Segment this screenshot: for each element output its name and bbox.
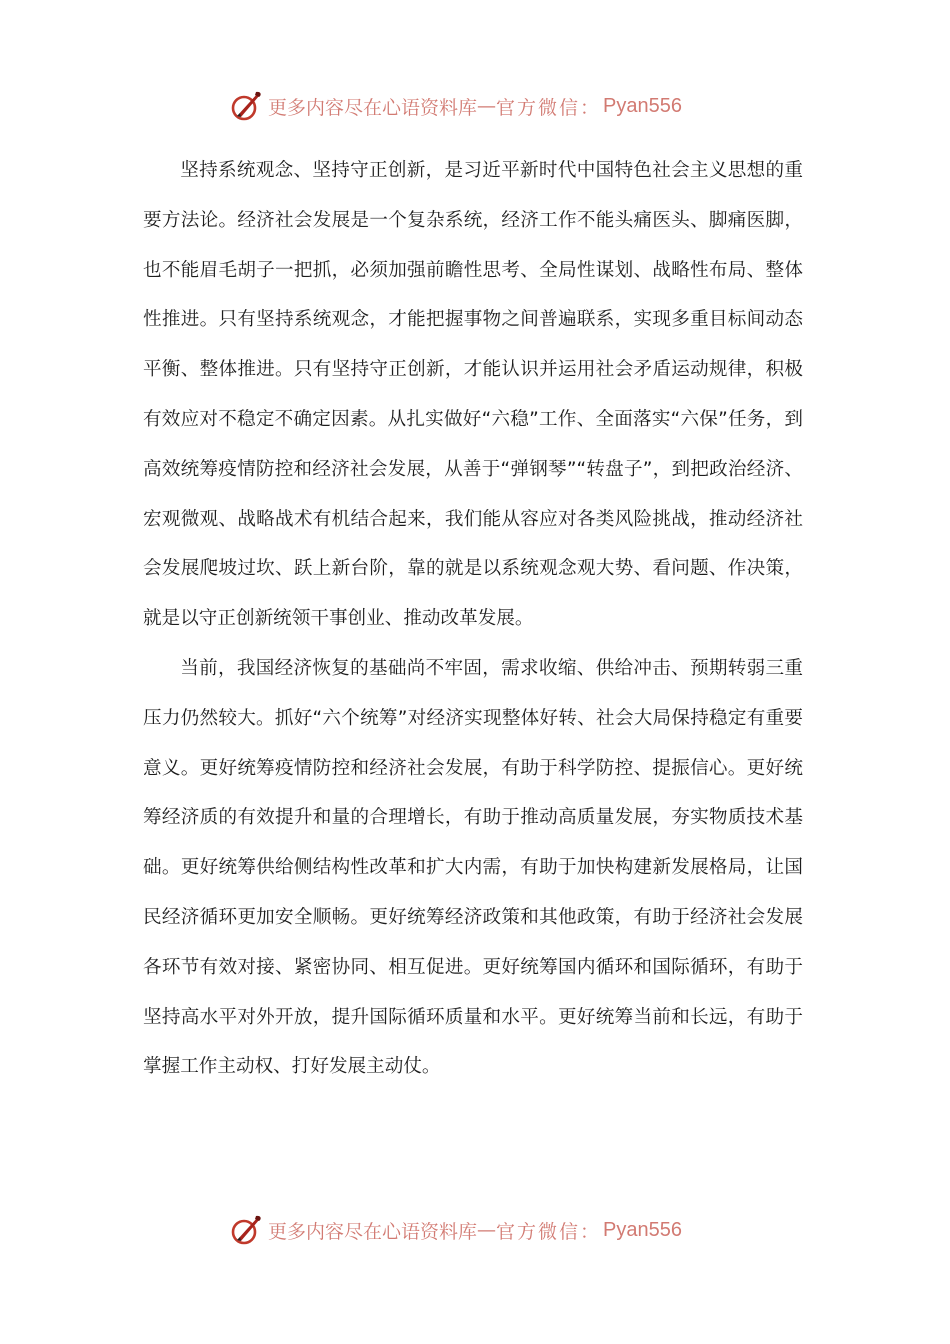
paragraph-2: 当前，我国经济恢复的基础尚不牢固，需求收缩、供给冲击、预期转弱三重压力仍然较大。抓好“六个统筹”对经济实现整体好转、社会大局保持稳定有重要意义。更好统筹疫情防控和经济社会发展，有助于科学防控、提振信心。更好统筹经济质的有效提升和量的合理增长，有助于推动高质量发展，夯实物质技术基础。更好统筹供给侧结构性改革和扩大内需，有助于加快构建新发展格局，让国民经济循环更加安全顺畅。更好统筹经济政策和其他政策，有助于经济社会发展各环节有效对接、紧密协同、相互促进。更好统筹国内循环和国际循环，有助于坚持高水平对外开放，提升国际循环质量和水平。更好统筹当前和长远，有助于掌握工作主动权、打好发展主动仗。 bbox=[143, 657, 803, 1078]
header-watermark bbox=[228, 86, 748, 126]
document-body bbox=[143, 146, 803, 1092]
watermark-separator: — bbox=[477, 1219, 497, 1241]
watermark-separator: — bbox=[477, 95, 497, 117]
watermark-wechat-id: Pyan556 bbox=[603, 1218, 682, 1241]
quill-pen-logo-icon bbox=[228, 88, 264, 124]
footer-watermark bbox=[228, 1210, 748, 1250]
watermark-site-name: 更多内容尽在心语资料库 bbox=[268, 1220, 478, 1243]
watermark-official-label: 官方微信： bbox=[496, 96, 602, 119]
watermark-site-name: 更多内容尽在心语资料库 bbox=[268, 96, 478, 119]
paragraph-1: 坚持系统观念、坚持守正创新，是习近平新时代中国特色社会主义思想的重要方法论。经济社会发展是一个复杂系统，经济工作不能头痛医头、脚痛医脚，也不能眉毛胡子一把抓，必须加强前瞻性思考、全局性谋划、战略性布局、整体性推进。只有坚持系统观念，才能把握事物之间普遍联系，实现多重目标间动态平衡、整体推进。只有坚持守正创新，才能认识并运用社会矛盾运动规律，积极有效应对不稳定不确定因素。从扎实做好“六稳”工作、全面落实“六保”任务，到高效统筹疫情防控和经济社会发展，从善于“弹钢琴”“转盘子”，到把政治经济、宏观微观、战略战术有机结合起来，我们能从容应对各类风险挑战，推动经济社会发展爬坡过坎、跃上新台阶，靠的就是以系统观念观大势、看问题、作决策，就是以守正创新统领干事创业、推动改革发展。 bbox=[143, 160, 803, 630]
watermark-wechat-id: Pyan556 bbox=[603, 94, 682, 117]
quill-pen-logo-icon bbox=[228, 1212, 264, 1248]
watermark-official-label: 官方微信： bbox=[496, 1220, 602, 1243]
